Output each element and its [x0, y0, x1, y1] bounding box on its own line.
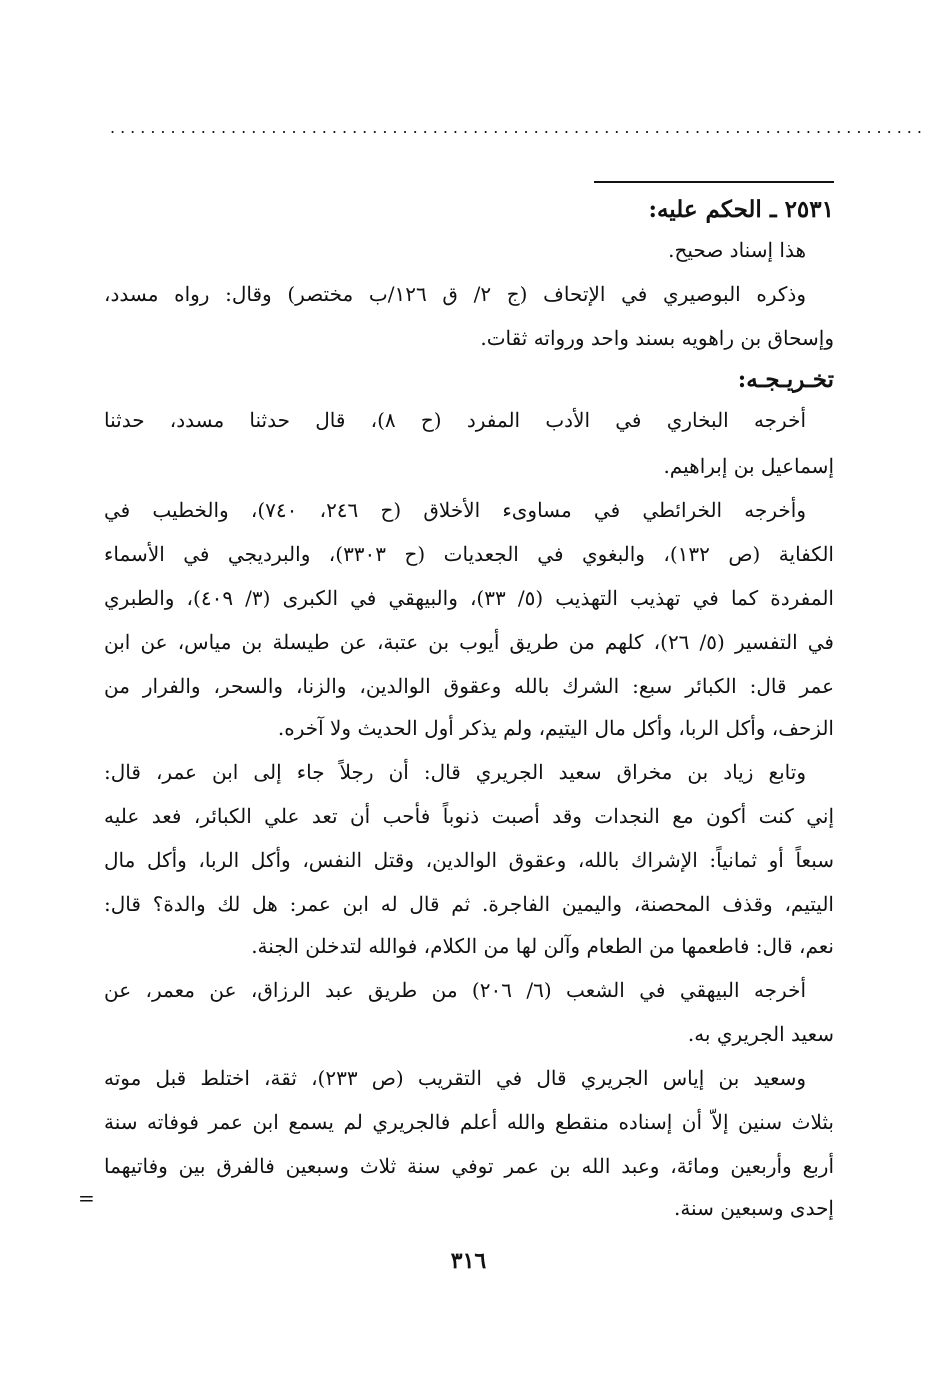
para3-line-1: وأخرجه الخرائطي في مساوىء الأخلاق (ح ٢٤٦، ٧٤٠)، والخطيب في — [104, 498, 807, 522]
heading-underline — [594, 181, 834, 183]
para4-line-2: إني كنت أكون مع النجدات وقد أصبت ذنوباً فأحب أن تعد علي الكبائر، فعد عليه — [104, 804, 834, 828]
para2-line-2: إسماعيل بن إبراهيم. — [663, 454, 834, 478]
para3-line-4: في التفسير (٥/ ٢٦)، كلهم من طريق أيوب بن عتبة، عن طيسلة بن مياس، عن ابن — [104, 630, 834, 654]
para2-line-1: أخرجه البخاري في الأدب المفرد (ح ٨)، قال حدثنا مسدد، حدثنا — [104, 408, 806, 432]
section-heading: ٢٥٣١ ـ الحكم عليه: — [648, 196, 834, 223]
para6-line-1: وسعيد بن إياس الجريري قال في التقريب (ص ٢٣٣)، ثقة، اختلط قبل موته — [104, 1066, 807, 1090]
para1-line-1: وذكره البوصيري في الإتحاف (ج ٢/ ق ١٢٦/ب مختصر) وقال: رواه مسدد، — [104, 282, 806, 306]
para6-line-3: أربع وأربعين ومائة، وعبد الله بن عمر توفي سنة ثلاث وسبعين فالفرق بين وفاتيهما — [104, 1154, 834, 1178]
continuation-mark: = — [78, 1186, 95, 1210]
para3-line-3: المفردة كما في تهذيب التهذيب (٥/ ٣٣)، والبيهقي في الكبرى (٣/ ٤٠٩)، والطبري — [104, 586, 834, 610]
para5-line-2: سعيد الجريري به. — [687, 1022, 834, 1046]
para3-line-5: عمر قال: الكبائر سبع: الشرك بالله وعقوق الوالدين، والزنا، والسحر، والفرار من — [104, 674, 834, 698]
takhrij-heading: تخـريـجـه: — [737, 366, 834, 393]
para4-line-4: اليتيم، وقذف المحصنة، واليمين الفاجرة. ثم قال له ابن عمر: هل لك والدة؟ قال: — [104, 892, 834, 916]
para6-line-2: بثلاث سنين إلاّ أن إسناده منقطع والله أعلم فالجريري لم يسمع ابن عمر فوفاته سنة — [104, 1110, 834, 1134]
page-number: ٣١٦ — [450, 1248, 487, 1274]
para1-line-2: وإسحاق بن راهويه بسند واحد ورواته ثقات. — [480, 326, 834, 350]
para4-line-3: سبعاً أو ثمانياً: الإشراك بالله، وعقوق الوالدين، وقتل النفس، وأكل الربا، وأكل مال — [104, 848, 834, 872]
dotted-separator: ................................................................................. — [110, 118, 927, 137]
para3-line-2: الكفاية (ص ١٣٢)، والبغوي في الجعديات (ح ٣٣٠٣)، والبرديجي في الأسماء — [104, 542, 834, 566]
ruling-text: هذا إسناد صحيح. — [668, 238, 806, 262]
para3-line-6: الزحف، وأكل الربا، وأكل مال اليتيم، ولم يذكر أول الحديث ولا آخره. — [277, 716, 834, 740]
para5-line-1: أخرجه البيهقي في الشعب (٦/ ٢٠٦) من طريق عبد الرزاق، عن معمر، عن — [104, 978, 806, 1002]
para4-line-5: نعم، قال: فاطعمها من الطعام وآلن لها من الكلام، فوالله لتدخلن الجنة. — [251, 934, 834, 958]
para4-line-1: وتابع زياد بن مخراق سعيد الجريري قال: أن رجلاً جاء إلى ابن عمر، قال: — [104, 760, 806, 784]
para6-line-4: إحدى وسبعين سنة. — [673, 1196, 834, 1220]
